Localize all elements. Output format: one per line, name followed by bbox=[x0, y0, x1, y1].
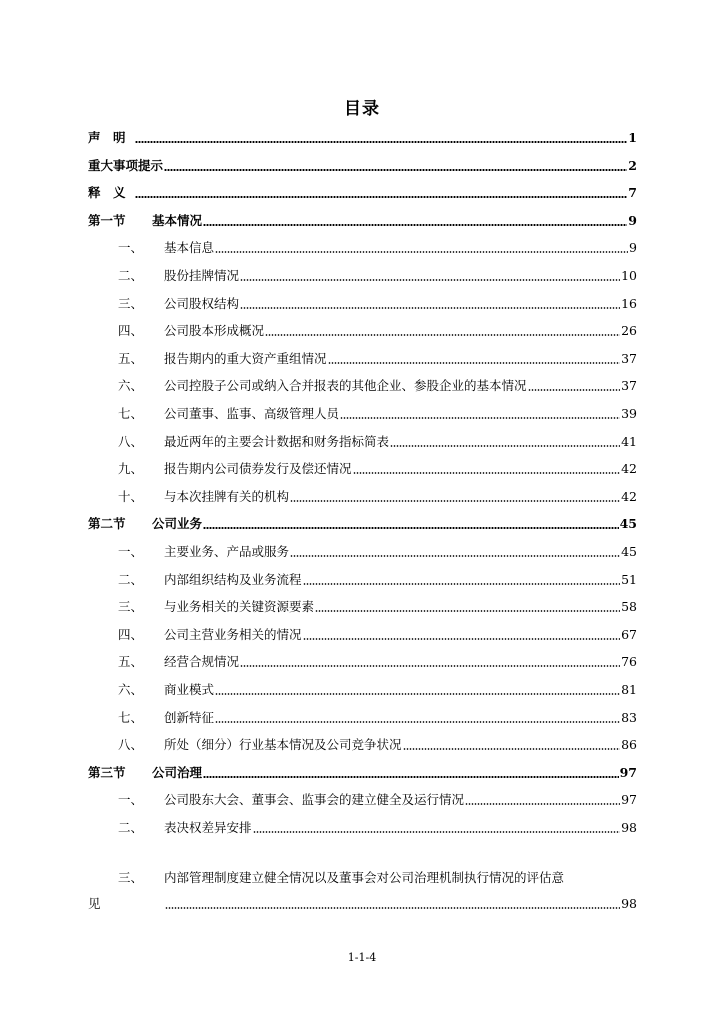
dot-leader bbox=[164, 169, 627, 171]
dot-leader bbox=[215, 721, 620, 723]
toc-entry-page: 98 bbox=[621, 896, 637, 911]
toc-entry-number: 声 明 bbox=[88, 130, 126, 145]
dot-leader bbox=[165, 907, 620, 909]
toc-entry-page: 42 bbox=[621, 461, 637, 476]
toc-entry[interactable] bbox=[88, 788, 637, 808]
toc-entry-page: 10 bbox=[621, 268, 637, 283]
toc-entry-number: 八、 bbox=[118, 737, 144, 752]
toc-entry-number: 释 义 bbox=[88, 185, 126, 200]
dot-leader bbox=[203, 527, 619, 529]
toc-entry-label: 主要业务、产品或服务 bbox=[164, 544, 290, 559]
toc-entry-number: 三、 bbox=[118, 599, 144, 614]
toc-entry-page: 97 bbox=[621, 792, 637, 807]
toc-entry-number: 二、 bbox=[118, 820, 144, 835]
toc-entry-label: 公司主营业务相关的情况 bbox=[164, 627, 302, 642]
toc-entry[interactable] bbox=[88, 236, 637, 256]
dot-leader bbox=[403, 748, 621, 750]
dot-leader bbox=[135, 196, 627, 198]
toc-entry[interactable] bbox=[88, 485, 637, 505]
toc-entry-page: 98 bbox=[621, 820, 637, 835]
toc-entry-page: 9 bbox=[628, 213, 637, 228]
dot-leader bbox=[465, 803, 620, 805]
toc-entry-page: 39 bbox=[621, 406, 637, 421]
toc-entry-page: 45 bbox=[621, 544, 637, 559]
dot-leader bbox=[203, 776, 619, 778]
toc-entry-page: 58 bbox=[621, 599, 637, 614]
toc-entry-page: 41 bbox=[621, 434, 637, 449]
toc-entry[interactable] bbox=[88, 402, 637, 422]
dot-leader bbox=[215, 693, 620, 695]
toc-entry[interactable] bbox=[88, 678, 637, 698]
toc-entry-number: 一、 bbox=[118, 240, 144, 255]
toc-entry-number: 五、 bbox=[118, 351, 144, 366]
toc-entry[interactable] bbox=[88, 623, 637, 643]
toc-entry-number: 一、 bbox=[118, 544, 144, 559]
toc-entry-page: 86 bbox=[621, 737, 637, 752]
toc-entry-page: 42 bbox=[621, 489, 637, 504]
toc-entry[interactable] bbox=[88, 292, 637, 312]
toc-entry[interactable] bbox=[88, 816, 637, 836]
toc-entry-page: 26 bbox=[621, 323, 637, 338]
toc-entry[interactable] bbox=[88, 319, 637, 339]
toc-entry-label: 公司股东大会、董事会、监事会的建立健全及运行情况 bbox=[164, 792, 465, 807]
toc-entry-page: 76 bbox=[621, 654, 637, 669]
toc-entry-page: 83 bbox=[621, 710, 637, 725]
toc-entry-label: 内部组织结构及业务流程 bbox=[164, 572, 302, 587]
page-number-footer: 1-1-4 bbox=[347, 951, 377, 964]
toc-entry[interactable] bbox=[88, 540, 637, 560]
toc-entry-page: 37 bbox=[621, 351, 637, 366]
toc-entry-label: 基本信息 bbox=[164, 240, 215, 255]
toc-entry-label-continuation: 见 bbox=[88, 896, 101, 911]
dot-leader bbox=[315, 610, 620, 612]
dot-leader bbox=[528, 389, 621, 391]
toc-entry-page: 45 bbox=[619, 516, 637, 531]
dot-leader bbox=[253, 831, 621, 833]
toc-entry[interactable] bbox=[88, 347, 637, 367]
dot-leader bbox=[215, 251, 628, 253]
dot-leader bbox=[240, 665, 620, 667]
toc-entry-page: 67 bbox=[621, 627, 637, 642]
toc-entry-number: 第二节 bbox=[88, 516, 126, 531]
toc-entry-label: 公司董事、监事、高级管理人员 bbox=[164, 406, 340, 421]
toc-entry-label: 最近两年的主要会计数据和财务指标简表 bbox=[164, 434, 390, 449]
toc-entry-number: 一、 bbox=[118, 792, 144, 807]
toc-entry-label: 商业模式 bbox=[164, 682, 215, 697]
toc-entry[interactable] bbox=[88, 457, 637, 477]
toc-entry-number: 二、 bbox=[118, 268, 144, 283]
dot-leader bbox=[240, 307, 620, 309]
toc-entry-label: 与本次挂牌有关的机构 bbox=[164, 489, 290, 504]
toc-entry-number: 五、 bbox=[118, 654, 144, 669]
toc-entry[interactable] bbox=[88, 154, 637, 174]
toc-entry-label: 公司股权结构 bbox=[164, 296, 240, 311]
toc-entry[interactable] bbox=[88, 181, 637, 201]
dot-leader bbox=[135, 141, 627, 143]
toc-entry-label: 公司治理 bbox=[152, 765, 203, 780]
toc-entry[interactable] bbox=[88, 595, 637, 615]
toc-entry-page: 51 bbox=[621, 572, 637, 587]
toc-entry-number: 第一节 bbox=[88, 213, 126, 228]
dot-leader bbox=[340, 417, 620, 419]
toc-entry-number: 二、 bbox=[118, 572, 144, 587]
toc-entry-number: 八、 bbox=[118, 434, 144, 449]
toc-entry-label: 所处（细分）行业基本情况及公司竞争状况 bbox=[164, 737, 402, 752]
dot-leader bbox=[265, 334, 620, 336]
toc-entry-label: 公司控股子公司或纳入合并报表的其他企业、参股企业的基本情况 bbox=[164, 378, 527, 393]
dot-leader bbox=[303, 638, 621, 640]
toc-entry-page: 7 bbox=[628, 185, 637, 200]
toc-entry[interactable] bbox=[88, 568, 637, 588]
toc-entry[interactable] bbox=[88, 430, 637, 450]
toc-entry-page: 2 bbox=[628, 158, 637, 173]
toc-entry[interactable] bbox=[88, 209, 637, 229]
toc-entry-label: 与业务相关的关键资源要素 bbox=[164, 599, 315, 614]
dot-leader bbox=[328, 362, 621, 364]
toc-entry-number: 十、 bbox=[118, 489, 144, 504]
toc-entry[interactable] bbox=[88, 264, 637, 284]
toc-entry-number: 四、 bbox=[118, 627, 144, 642]
toc-entry-label: 表决权差异安排 bbox=[164, 820, 252, 835]
toc-entry-page: 81 bbox=[621, 682, 637, 697]
toc-entry-number: 七、 bbox=[118, 406, 144, 421]
toc-entry-label: 基本情况 bbox=[152, 213, 203, 228]
toc-entry-label: 公司股本形成概况 bbox=[164, 323, 265, 338]
toc-entry-wrapped-line1[interactable] bbox=[88, 868, 637, 886]
toc-entry-number: 六、 bbox=[118, 682, 144, 697]
toc-entry-page: 16 bbox=[621, 296, 637, 311]
toc-entry-number: 三、 bbox=[118, 870, 144, 885]
toc-entry-label: 报告期内的重大资产重组情况 bbox=[164, 351, 327, 366]
toc-entry-label: 报告期内公司债券发行及偿还情况 bbox=[164, 461, 352, 476]
toc-entry-page: 1 bbox=[628, 130, 637, 145]
toc-entry-number: 三、 bbox=[118, 296, 144, 311]
toc-entry-label: 公司业务 bbox=[152, 516, 203, 531]
toc-entry-label: 经营合规情况 bbox=[164, 654, 240, 669]
toc-entry-label: 创新特征 bbox=[164, 710, 215, 725]
toc-entry-wrapped-line2[interactable] bbox=[88, 892, 637, 912]
dot-leader bbox=[353, 472, 621, 474]
toc-entry-page: 37 bbox=[621, 378, 637, 393]
toc-entry[interactable] bbox=[88, 126, 637, 146]
toc-entry[interactable] bbox=[88, 733, 637, 753]
toc-entry-label: 内部管理制度建立健全情况以及董事会对公司治理机制执行情况的评估意 bbox=[164, 870, 565, 885]
toc-entry-number: 六、 bbox=[118, 378, 144, 393]
dot-leader bbox=[290, 500, 620, 502]
dot-leader bbox=[240, 279, 620, 281]
toc-entry-label: 重大事项提示 bbox=[88, 158, 164, 173]
dot-leader bbox=[390, 445, 620, 447]
toc-title: 目录 bbox=[344, 99, 380, 119]
toc-entry-page: 97 bbox=[619, 765, 637, 780]
dot-leader bbox=[203, 224, 627, 226]
toc-entry[interactable] bbox=[88, 706, 637, 726]
toc-entry-number: 四、 bbox=[118, 323, 144, 338]
toc-entry[interactable] bbox=[88, 761, 637, 781]
dot-leader bbox=[303, 583, 621, 585]
toc-entry-page: 9 bbox=[629, 240, 637, 255]
toc-entry[interactable] bbox=[88, 650, 637, 670]
toc-entry-label: 股份挂牌情况 bbox=[164, 268, 240, 283]
toc-entry[interactable] bbox=[88, 512, 637, 532]
toc-entry-number: 第三节 bbox=[88, 765, 126, 780]
toc-entry[interactable] bbox=[88, 374, 637, 394]
toc-entry-number: 七、 bbox=[118, 710, 144, 725]
toc-entry-number: 九、 bbox=[118, 461, 144, 476]
dot-leader bbox=[290, 555, 620, 557]
